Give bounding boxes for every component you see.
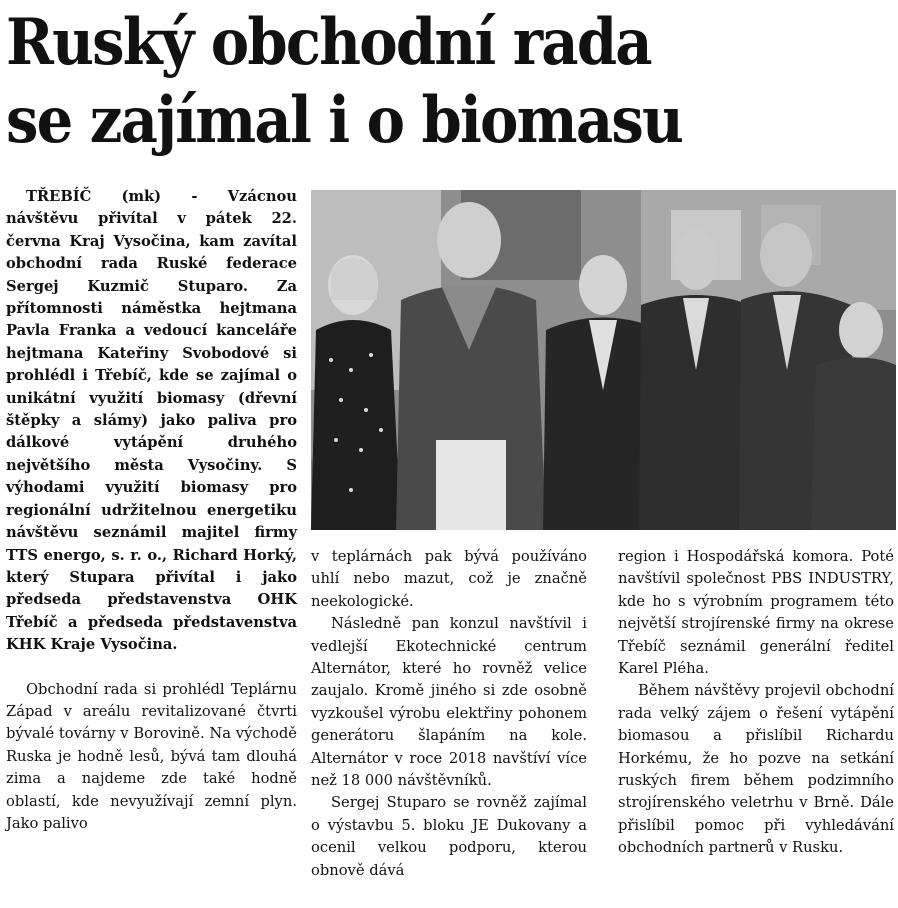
headline-line-2: se zajímal i o biomasu <box>6 83 683 158</box>
body-paragraph-teplarna: Obchodní rada si prohlédl Teplárnu Západ v areálu revitalizované čtvrti bývalé továrny v Borovině. Na východě Ruska je hodně lesů, bývá tam dlouhá zima a najdeme zde také hodně oblastí, kde nevyužívají zemní plyn. Jako palivo <box>6 680 297 832</box>
body-paragraph-mazut: v teplárnách pak bývá používáno uhlí nebo mazut, což je značně neekologické. <box>311 548 587 610</box>
article-photo <box>311 190 896 530</box>
body-paragraph-dukovany: Sergej Stuparo se rovněž zajímal o výstavbu 5. bloku JE Dukovany a ocenil velkou podporu, kterou obnově dává <box>311 794 587 879</box>
article-column-1 <box>6 186 297 835</box>
headline <box>6 4 807 160</box>
body-paragraph-alternator: Následně pan konzul navštívil i vedlejší Ekotechnické centrum Alternátor, které ho rovněž velice zaujalo. Kromě jiného si zde osobně vyzkoušel výrobu elektřiny pohonem generátoru šlapáním na kole. Alternátor v roce 2018 navštíví více než 18 000 návštěvníků. <box>311 615 587 790</box>
body-paragraph-zajem: Během návštěvy projevil obchodní rada velký zájem o řešení vytápění biomasou a přislíbil Richardu Horkému, že ho pozve na setkání ruských firem během podzimního strojírenského veletrhu v Brně. Dále přislíbil pomoc při vyhledávání obchodních partnerů v Rusku. <box>618 682 894 857</box>
lead-paragraph: TŘEBÍČ (mk) - Vzácnou návštěvu přivítal v pátek 22. června Kraj Vysočina, kam zavítal obchodní rada Ruské federace Sergej Kuzmič Stuparo. Za přítomnosti náměstka hejtmana Pavla Franka a vedoucí kanceláře hejtmana Kateřiny Svobodové si prohlédl i Třebíč, kde se zajímal o unikátní využití biomasy (dřevní štěpky a slámy) jako paliva pro dálkové vytápění druhého největšího města Vysočiny. S výhodami využití biomasy pro regionální udržitelnou energetiku návštěvu seznámil majitel firmy TTS energo, s. r. o., Richard Horký, který Stupara přivítal i jako předseda představenstva OHK Třebíč a předseda představenstva KHK Kraje Vysočina. <box>6 188 297 654</box>
body-paragraph-pbs: region i Hospodářská komora. Poté navštívil společnost PBS INDUSTRY, kde ho s výrobním programem této největší strojírenské firmy na okrese Třebíč seznámil generální ředitel Karel Pléha. <box>618 548 894 678</box>
article-column-3 <box>618 546 894 860</box>
headline-line-1: Ruský obchodní rada <box>6 5 651 80</box>
article-column-2 <box>311 546 587 882</box>
